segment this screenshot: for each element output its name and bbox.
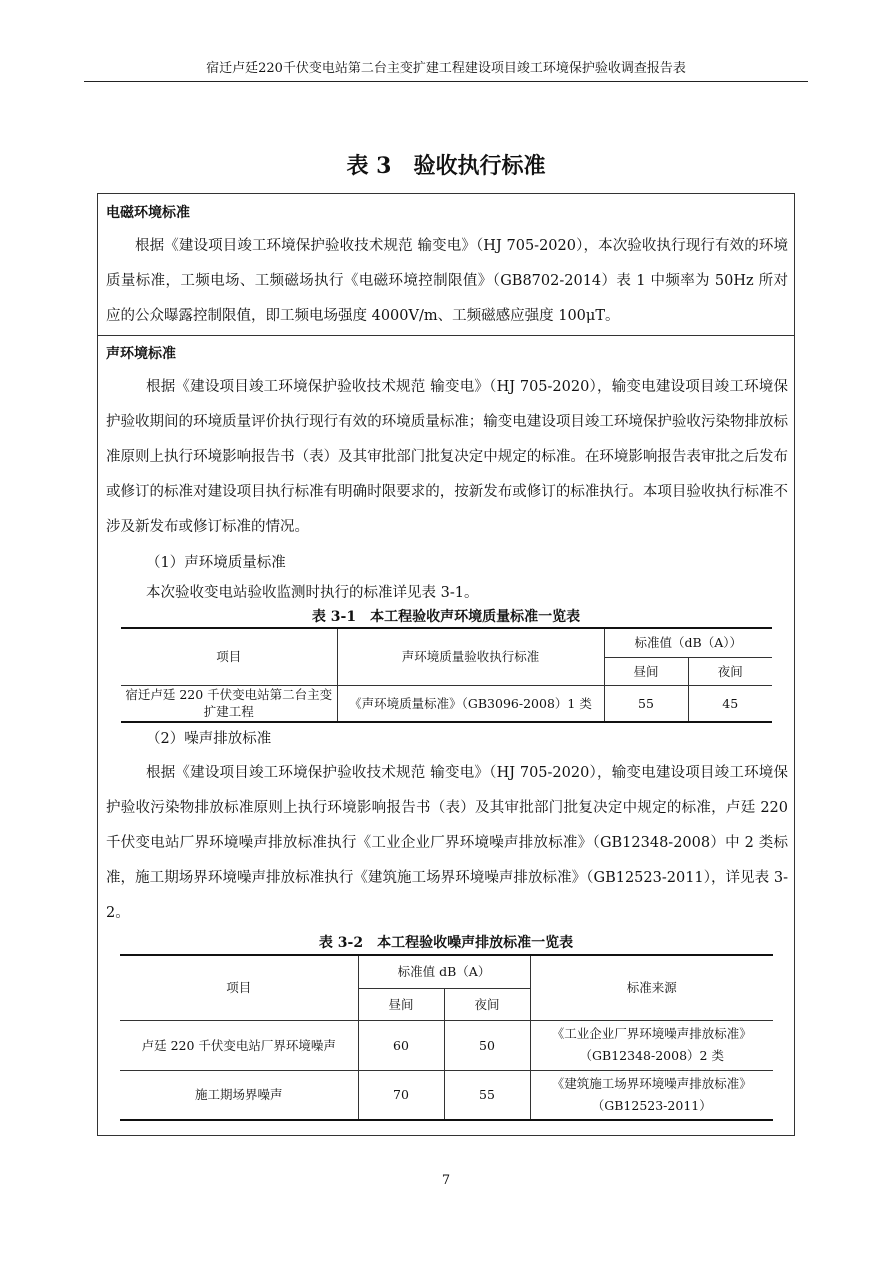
table-row — [120, 1020, 773, 1070]
noise-emission-table — [120, 954, 773, 1121]
table-header-row — [121, 628, 772, 657]
header-day: 昼间 — [358, 988, 444, 1020]
header-standard: 声环境质量验收执行标准 — [337, 628, 604, 685]
table-row — [120, 1070, 773, 1120]
cell-day: 60 — [358, 1020, 444, 1070]
cell-item: 卢廷 220 千伏变电站厂界环境噪声 — [120, 1020, 358, 1070]
header-night: 夜间 — [688, 657, 772, 685]
cell-item: 宿迁卢廷 220 千伏变电站第二台主变扩建工程 — [121, 685, 337, 722]
cell-night: 45 — [688, 685, 772, 722]
header-rule — [84, 81, 808, 82]
em-section-body: 根据《建设项目竣工环境保护验收技术规范 输变电》（HJ 705-2020），本次验收执行现行有效的环境质量标准，工频电场、工频磁场执行《电磁环境控制限值》（GB8702-2014）表 1 中频率为 50Hz 所对应的公众曝露控制限值，即工频电场强度 4000V/m、工频磁感应强度 100μT。 — [106, 238, 788, 324]
noise-emission-body: 根据《建设项目竣工环境保护验收技术规范 输变电》（HJ 705-2020），输变电建设项目竣工环境保护验收污染物排放标准原则上执行环境影响报告书（表）及其审批部门批复决定中规定的标准，卢廷 220 千伏变电站厂界环境噪声排放标准执行《工业企业厂界环境噪声排放标准》（GB12348-2008）中 2 类标准，施工期场界环境噪声排放标准执行《建筑施工场界环境噪声排放标准》（GB12523-2011），详见表 3-2。 — [106, 765, 788, 921]
header-source: 标准来源 — [530, 955, 773, 1020]
source-title: 《建筑施工场界环境噪声排放标准》 — [551, 1075, 752, 1091]
cell-night: 55 — [444, 1070, 530, 1120]
table-3-1-reference: 本次验收变电站验收监测时执行的标准详见表 3-1。 — [146, 585, 479, 601]
noise-emission-subtitle: （2）噪声排放标准 — [146, 731, 272, 747]
page-title — [0, 150, 892, 182]
cell-day: 70 — [358, 1070, 444, 1120]
source-title: 《工业企业厂界环境噪声排放标准》 — [551, 1026, 752, 1041]
table-number: 表 3 — [346, 153, 392, 179]
cell-item: 施工期场界噪声 — [120, 1070, 358, 1120]
section-divider — [97, 335, 795, 336]
source-code: （GB12523-2011） — [591, 1097, 712, 1113]
table-title-text: 验收执行标准 — [413, 153, 546, 179]
cell-day: 55 — [604, 685, 688, 722]
header-item: 项目 — [120, 955, 358, 1020]
running-header: 宿迁卢廷220千伏变电站第二台主变扩建工程建设项目竣工环境保护验收调查报告表 — [206, 61, 686, 76]
noise-quality-table — [121, 627, 772, 723]
cell-source — [530, 1020, 773, 1070]
em-section-heading: 电磁环境标准 — [106, 205, 190, 221]
table-3-1-caption: 表 3-1 本工程验收声环境质量标准一览表 — [311, 609, 581, 625]
header-standard-value: 标准值（dB（A）） — [604, 628, 772, 657]
cell-source — [530, 1070, 773, 1120]
table-header-row — [120, 955, 773, 988]
cell-night: 50 — [444, 1020, 530, 1070]
table-3-2-caption: 表 3-2 本工程验收噪声排放标准一览表 — [318, 935, 574, 951]
source-code: （GB12348-2008）2 类 — [579, 1048, 724, 1063]
header-item: 项目 — [121, 628, 337, 685]
noise-quality-subtitle: （1）声环境质量标准 — [146, 555, 286, 571]
header-day: 昼间 — [604, 657, 688, 685]
header-standard-value: 标准值 dB（A） — [358, 955, 530, 988]
header-night: 夜间 — [444, 988, 530, 1020]
cell-standard: 《声环境质量标准》（GB3096-2008）1 类 — [337, 685, 604, 722]
noise-section-body: 根据《建设项目竣工环境保护验收技术规范 输变电》（HJ 705-2020），输变电建设项目竣工环境保护验收期间的环境质量评价执行现行有效的环境质量标准；输变电建设项目竣工环境保护验收污染物排放标准原则上执行环境影响报告书（表）及其审批部门批复决定中规定的标准。在环境影响报告表审批之后发布或修订的标准对建设项目执行标准有明确时限要求的，按新发布或修订的标准执行。本项目验收执行标准不涉及新发布或修订标准的情况。 — [106, 379, 788, 535]
page-number: 7 — [441, 1173, 451, 1188]
noise-section-heading: 声环境标准 — [106, 346, 176, 362]
table-row — [121, 685, 772, 722]
